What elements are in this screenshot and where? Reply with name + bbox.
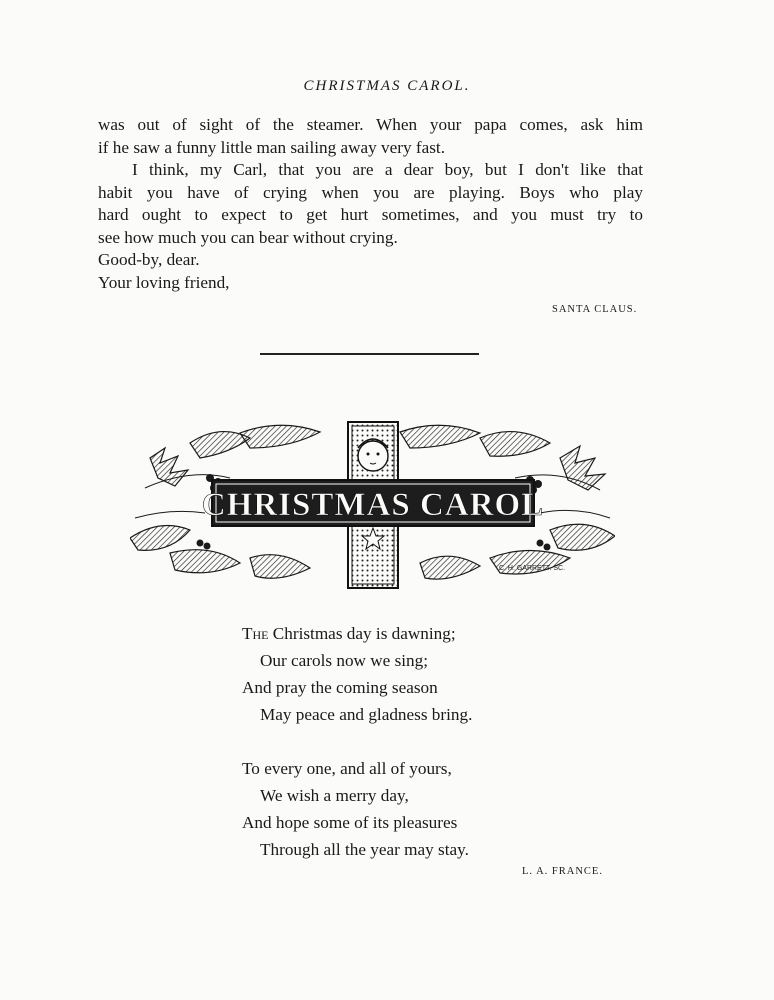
letter-closing: Good-by, dear. [98, 250, 200, 269]
poem-line: To every one, and all of yours, [242, 759, 452, 778]
section-divider [260, 353, 479, 355]
engraver-credit: C. H. GARRETT. SC. [498, 565, 566, 572]
poem-line-text: Christmas day is dawning; [268, 624, 456, 643]
letter-line: was out of sight of the steamer. When your papa comes, ask him [98, 115, 643, 134]
letter-valediction: Your loving friend, [98, 272, 230, 292]
poem-line [242, 620, 562, 647]
poem-line: And pray the coming season [242, 678, 438, 697]
poem-line: Through all the year may stay. [260, 840, 469, 859]
decorative-banner [130, 418, 615, 590]
banner-title: CHRISTMAS CAROL [201, 487, 545, 523]
letter-signature: SANTA CLAUS. [552, 304, 638, 315]
letter-line: habit you have of crying when you are playing. Boys who play [98, 182, 643, 202]
poem [242, 620, 562, 890]
holly-cross-engraving [130, 418, 615, 590]
poem-line: Our carols now we sing; [260, 651, 429, 670]
letter-text [98, 114, 643, 294]
letter-line: I think, my Carl, that you are a dear boy, but I don't like that [132, 160, 643, 179]
running-head: CHRISTMAS CAROL. [303, 78, 471, 94]
poem-stanza [242, 755, 562, 863]
poem-line: And hope some of its pleasures [242, 813, 458, 832]
poem-line: May peace and gladness bring. [260, 705, 473, 724]
poem-first-word: The [242, 624, 269, 643]
letter-line: if he saw a funny little man sailing away very fast. [98, 137, 445, 157]
poem-line: We wish a merry day, [260, 786, 409, 805]
letter-line: see how much you can bear without crying. [98, 227, 398, 247]
poem-author: L. A. FRANCE. [522, 866, 603, 877]
letter-line: hard ought to expect to get hurt sometimes, and you must try to [98, 205, 643, 224]
poem-stanza [242, 620, 562, 728]
